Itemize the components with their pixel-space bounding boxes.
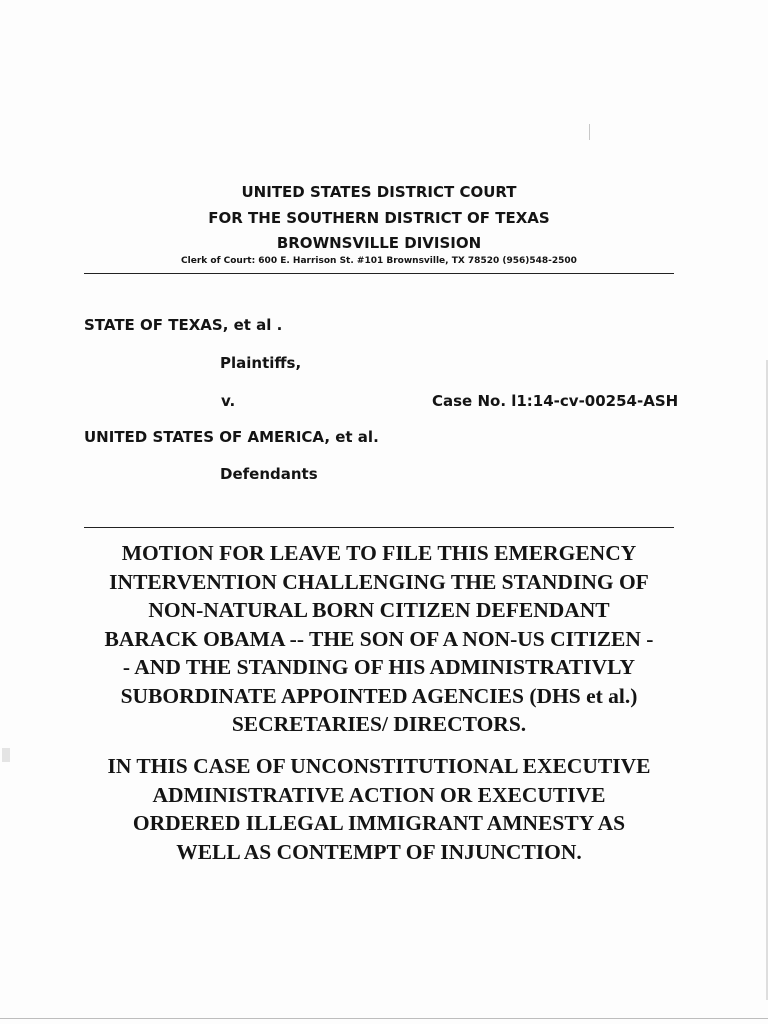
motion-title-line: - AND THE STANDING OF HIS ADMINISTRATIVLY: [122, 655, 636, 679]
scan-mark-left: [2, 748, 10, 762]
case-statement-line: WELL AS CONTEMPT OF INJUNCTION.: [176, 839, 582, 864]
case-number: Case No. l1:14-cv-00254-ASH: [432, 392, 679, 410]
versus-label: v.: [221, 392, 236, 410]
scan-mark-bottom: [0, 1018, 768, 1019]
case-statement: [74, 752, 684, 866]
motion-title-line: BARACK OBAMA -- THE SON OF A NON-US CITIZEN -: [104, 626, 654, 651]
plaintiffs-label: Plaintiffs,: [220, 354, 302, 372]
case-statement-line: IN THIS CASE OF UNCONSTITUTIONAL EXECUTIVE: [107, 754, 651, 778]
district-line: FOR THE SOUTHERN DISTRICT OF TEXAS: [208, 208, 550, 227]
case-statement-line: ORDERED ILLEGAL IMMIGRANT AMNESTY AS: [132, 811, 626, 835]
header-rule: [84, 273, 674, 274]
division-line: BROWNSVILLE DIVISION: [276, 234, 482, 252]
motion-title-line: INTERVENTION CHALLENGING THE STANDING OF: [109, 569, 649, 594]
clerk-address: Clerk of Court: 600 E. Harrison St. #101 Brownsville, TX 78520 (956)548-2500: [181, 256, 577, 266]
case-statement-line: ADMINISTRATIVE ACTION OR EXECUTIVE: [152, 782, 606, 807]
motion-title-line: NON-NATURAL BORN CITIZEN DEFENDANT: [148, 598, 610, 622]
plaintiff-name: STATE OF TEXAS, et al .: [84, 316, 283, 334]
caption-rule: [84, 527, 674, 528]
court-name-line: UNITED STATES DISTRICT COURT: [241, 183, 517, 201]
motion-title-line: MOTION FOR LEAVE TO FILE THIS EMERGENCY: [121, 541, 637, 565]
scan-mark-top: [589, 124, 590, 140]
defendants-label: Defendants: [220, 465, 318, 483]
motion-title-line: SECRETARIES/ DIRECTORS.: [231, 712, 527, 736]
defendant-name: UNITED STATES OF AMERICA, et al.: [84, 428, 379, 446]
motion-title: [74, 539, 684, 739]
motion-title-line: SUBORDINATE APPOINTED AGENCIES (DHS et al.): [120, 683, 638, 708]
court-header: [84, 180, 674, 257]
